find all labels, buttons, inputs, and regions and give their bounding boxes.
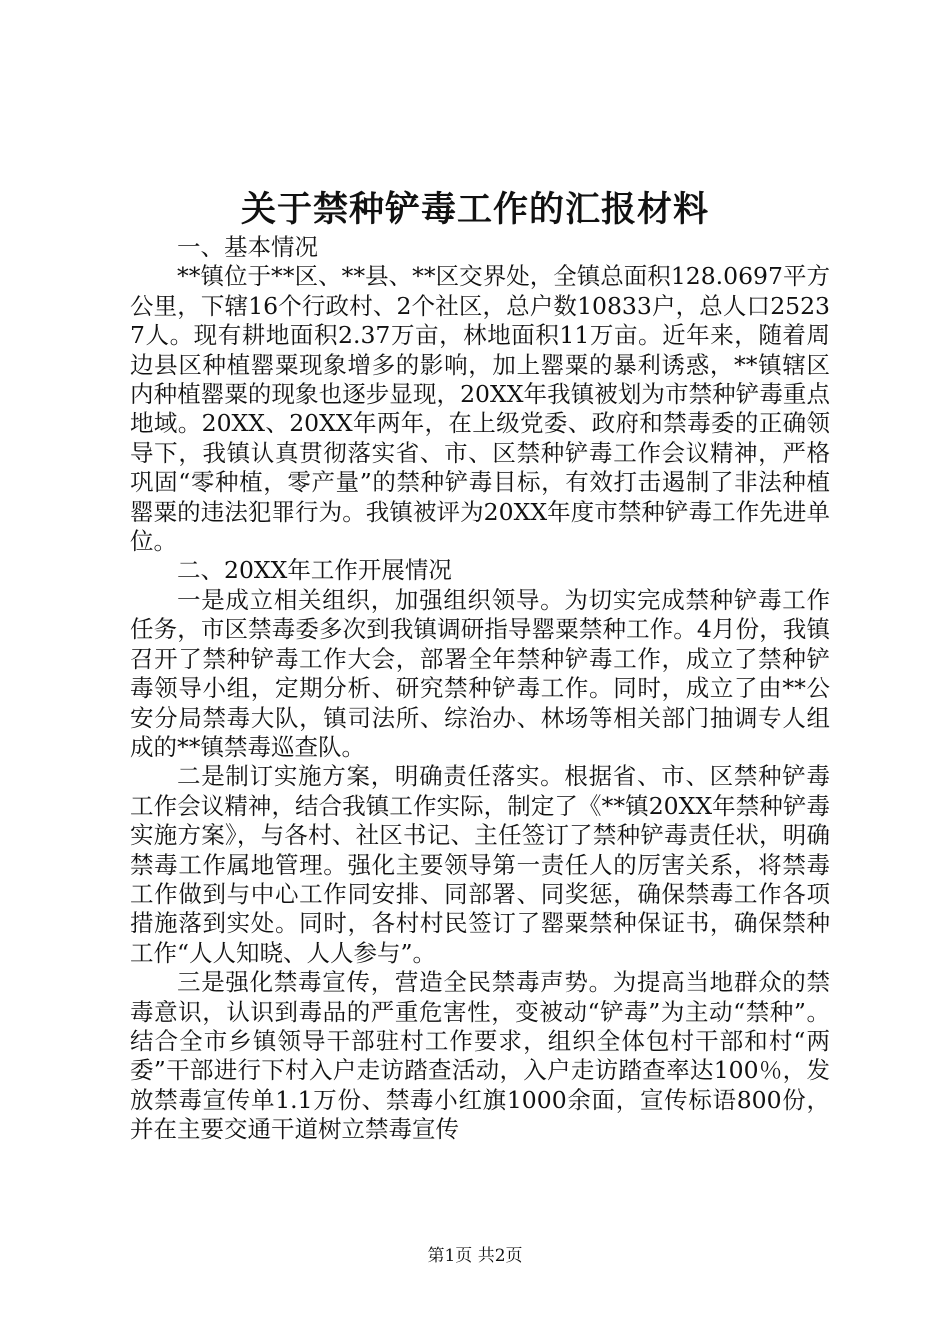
paragraph-basic-situation: **镇位于**区、**县、**区交界处，全镇总面积128.0697平方公里，下辖16个行政村、2个社区，总户数10833户，总人口25237人。现有耕地面积2.37万亩，林地面积11万亩。近年来，随着周边县区种植罂粟现象增多的影响，加上罂粟的暴利诱惑，**镇辖区内种植罂粟的现象也逐步显现，20XX年我镇被划为市禁种铲毒重点地域。20XX、20XX年两年，在上级党委、政府和禁毒委的正确领导下，我镇认真贯彻落实省、市、区禁种铲毒工作会议精神，严格巩固“零种植，零产量”的禁种铲毒目标，有效打击遏制了非法种植罂粟的违法犯罪行为。我镇被评为20XX年度市禁种铲毒工作先进单位。 — [130, 262, 830, 556]
paragraph-publicity: 三是强化禁毒宣传，营造全民禁毒声势。为提高当地群众的禁毒意识，认识到毒品的严重危害性，变被动“铲毒”为主动“禁种”。结合全市乡镇领导干部驻村工作要求，组织全体包村干部和村“两委”干部进行下村入户走访踏查活动，入户走访踏查率达100％，发放禁毒宣传单1.1万份、禁毒小红旗1000余面，宣传标语800份，并在主要交通干道树立禁毒宣传 — [130, 968, 830, 1144]
page-footer: 第1页 共2页 — [427, 1246, 523, 1266]
section-heading-work-progress: 二、20XX年工作开展情况 — [177, 556, 452, 585]
section-heading-basic-situation: 一、基本情况 — [177, 233, 318, 261]
document-title: 关于禁种铲毒工作的汇报材料 — [240, 189, 709, 230]
document-body — [130, 233, 830, 1145]
paragraph-implementation-plan: 二是制订实施方案，明确责任落实。根据省、市、区禁种铲毒工作会议精神，结合我镇工作实际，制定了《**镇20XX年禁种铲毒实施方案》，与各村、社区书记、主任签订了禁种铲毒责任状，明确禁毒工作属地管理。强化主要领导第一责任人的厉害关系，将禁毒工作做到与中心工作同安排、同部署、同奖惩，确保禁毒工作各项措施落到实处。同时，各村村民签订了罂粟禁种保证书，确保禁种工作“人人知晓、人人参与”。 — [130, 762, 830, 967]
paragraph-organization: 一是成立相关组织，加强组织领导。为切实完成禁种铲毒工作任务，市区禁毒委多次到我镇调研指导罂粟禁种工作。4月份，我镇召开了禁种铲毒工作大会，部署全年禁种铲毒工作，成立了禁种铲毒领导小组，定期分析、研究禁种铲毒工作。同时，成立了由**公安分局禁毒大队，镇司法所、综治办、林场等相关部门抽调专人组成的**镇禁毒巡查队。 — [130, 585, 830, 761]
